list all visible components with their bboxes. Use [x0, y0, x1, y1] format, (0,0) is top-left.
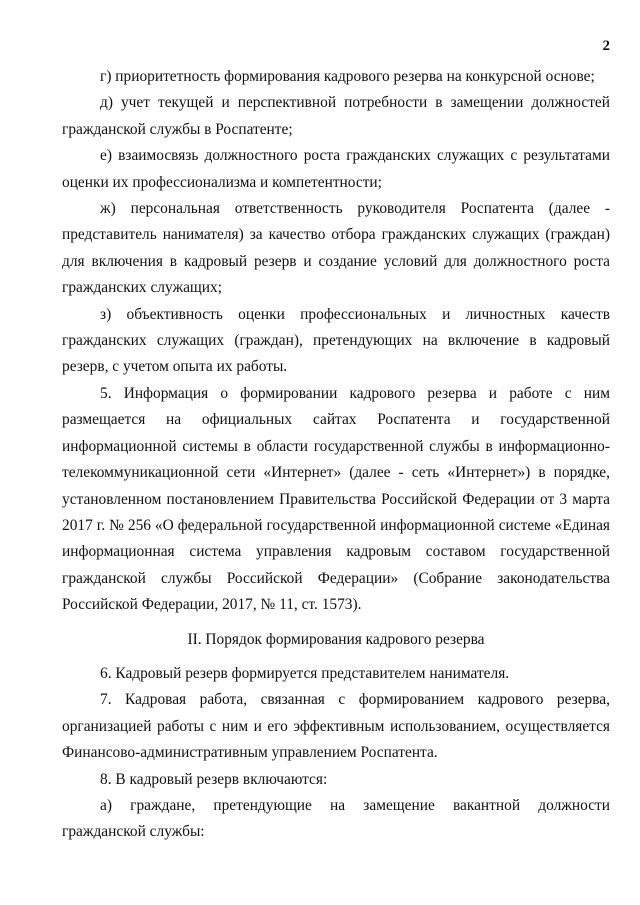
section-heading: II. Порядок формирования кадрового резерва [187, 630, 485, 648]
paragraph-zh: ж) персональная ответственность руководителя Роспатента (далее - представитель нанимателя) за качество отбора гражданских служащих (граждан) для включения в кадровый резерв и создание условий для должностного роста гражданских служащих; [62, 200, 610, 297]
paragraph-8a: а) граждане, претендующие на замещение вакантной должности гражданской службы: [62, 796, 610, 841]
document-body [62, 64, 610, 846]
page-number: 2 [602, 38, 610, 54]
paragraph-g: г) приоритетность формирования кадрового резерва на конкурсной основе; [100, 68, 595, 85]
paragraph-8: 8. В кадровый резерв включаются: [100, 770, 328, 788]
paragraph-5: 5. Информация о формировании кадрового резерва и работе с ним размещается на официальных сайтах Роспатента и государственной информационной системы в области государственной службы в информационно-телекоммуникационной сети «Интернет» (далее - сеть «Интернет») в порядке, установленном постановлением Правительства Российской Федерации от 3 марта 2017 г. № 256 «О федеральной государственной информационной системе «Единая информационная система управления кадровым составом государственной гражданской службы Российской Федерации» (Собрание законодательства Российской Федерации, 2017, № 11, ст. 1573). [62, 384, 610, 614]
paragraph-6: 6. Кадровый резерв формируется представителем нанимателя. [100, 664, 510, 682]
paragraph-z: з) объективность оценки профессиональных и личностных качеств гражданских служащих (граждан), претендующих на включение в кадровый резерв, с учетом опыта их работы. [62, 305, 610, 376]
paragraph-d: д) учет текущей и перспективной потребности в замещении должностей гражданской службы в Роспатенте; [62, 94, 610, 138]
paragraph-7: 7. Кадровая работа, связанная с формированием кадрового резерва, организацией работы с ним и его эффективным использованием, осуществляется Финансово-административным управлением Роспатента. [62, 691, 610, 762]
paragraph-e: е) взаимосвязь должностного роста гражданских служащих с результатами оценки их профессионализма и компетентности; [62, 147, 610, 191]
